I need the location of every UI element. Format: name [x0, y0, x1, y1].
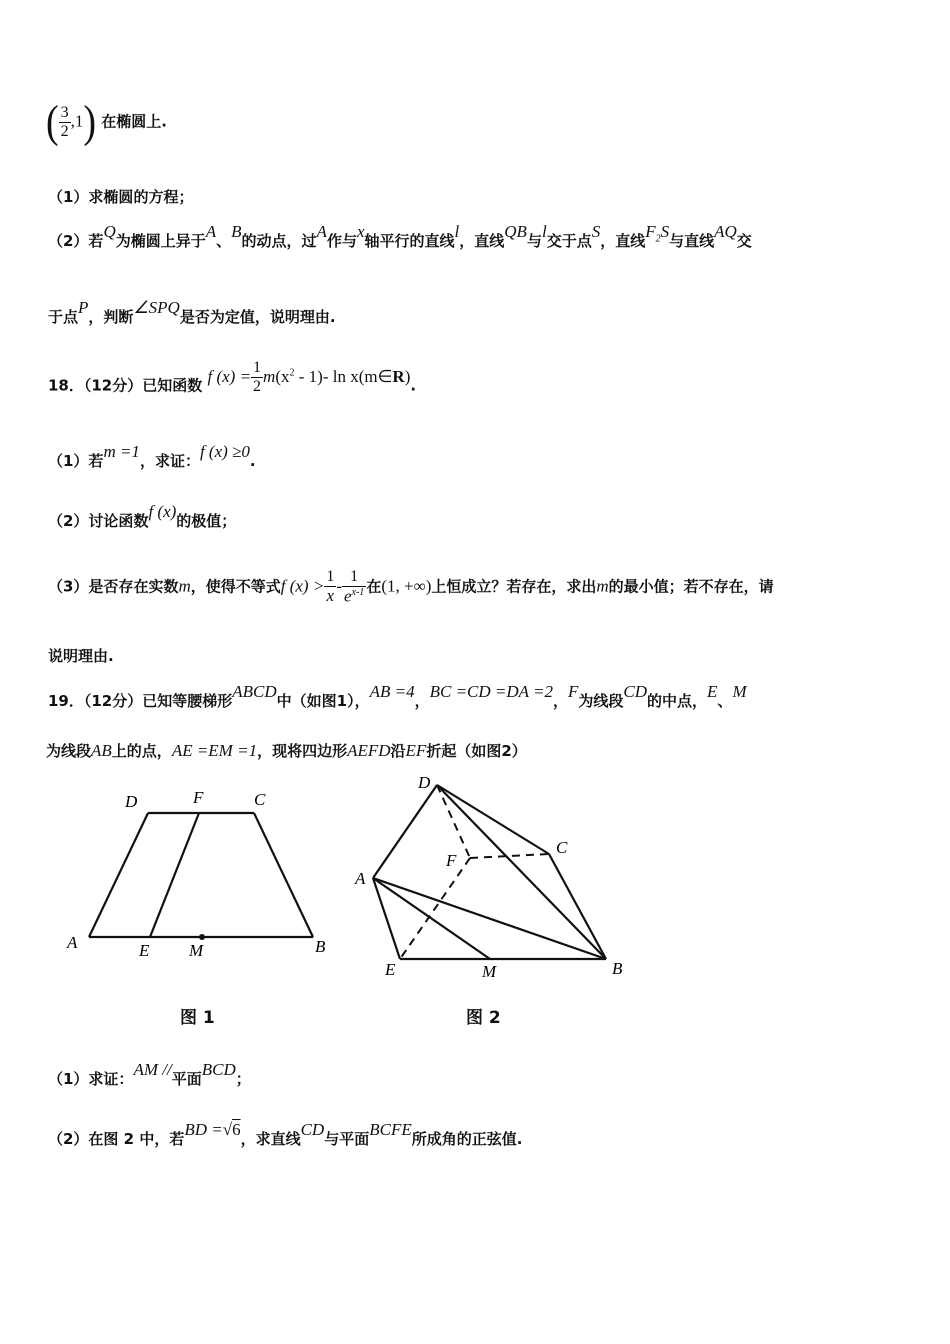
fig2-edge-AM — [373, 878, 490, 959]
fig2-edge-DA — [373, 785, 437, 878]
q19-part1: （1）求证：AM //平面BCD； — [48, 1060, 251, 1088]
one-over-exp: $\frac{1}{e^{x-1}}$ — [343, 568, 365, 606]
geometry-figures — [0, 770, 950, 1030]
q17-part2-line1: （2）若Q为椭圆上异于A、B的动点，过A作与x轴平行的直线l，直线QB与l交于点S，直线$F_2S$与直线AQ交 — [48, 222, 752, 250]
q19-line2: 为线段AB上的点，AE =EM =1，现将四边形AEFD沿EF折起（如图2） — [46, 741, 527, 760]
q18-part3-cont: 说明理由. — [48, 647, 114, 665]
fig2-edge-DB — [437, 785, 606, 959]
q18-part3: （3）是否存在实数m，使得不等式f (x) > $\frac{1}{x}$ - $\frac{1}{e^{x-1}}$ 在(1, +∞)上恒成立？若存在，求出m的最小值；若不存在，请 — [48, 568, 774, 606]
fig1-label-C: C — [254, 790, 266, 809]
fig1-point-M — [199, 934, 205, 940]
fig2-label-M: M — [482, 962, 497, 981]
fig1-label-D: D — [125, 792, 138, 811]
q17-part1: （1）求椭圆的方程； — [48, 188, 194, 206]
q19-head: 19．（12分）已知等腰梯形ABCD中（如图1），AB =4，BC =CD =DA =2，F为线段CD的中点，E、M — [48, 682, 747, 710]
intro-suffix: 在椭圆上. — [101, 112, 167, 131]
fig1-edge-CB — [254, 813, 313, 937]
fig1-label-M: M — [189, 941, 204, 960]
fig2-edge-AE — [373, 878, 400, 959]
figure-2-hidden — [400, 785, 549, 959]
figure-2-caption: 图 2 — [466, 1008, 501, 1028]
figure-1-caption: 图 1 — [180, 1008, 215, 1028]
one-over-x: $\frac{1}{x}$ — [326, 568, 335, 605]
q18-part2: （2）讨论函数f (x)的极值； — [48, 502, 237, 530]
fig2-label-C: C — [556, 838, 568, 857]
right-paren: ) — [83, 96, 97, 148]
fig2-label-F: F — [446, 851, 457, 870]
fig2-label-A: A — [355, 869, 366, 888]
q17-part2-line2: 于点P，判断∠SPQ是否为定值，说明理由. — [48, 298, 336, 326]
fig2-label-B: B — [612, 959, 623, 978]
figure-2 — [373, 785, 606, 959]
fig2-edge-AB — [373, 878, 606, 959]
figure-1 — [89, 813, 313, 937]
fig1-label-B: B — [315, 937, 326, 956]
fig2-label-E: E — [385, 960, 396, 979]
left-paren: ( — [46, 96, 59, 148]
q18-part1: （1）若m =1，求证：f (x) ≥0. — [48, 442, 256, 470]
q18-head: 18．（12分）已知函数 f (x) = $\frac{1}{2}$ $m(x^2 - 1)-$ ln x(m∈R). — [48, 359, 417, 395]
half-fraction: $\frac{1}{2}$ — [253, 359, 262, 395]
intro-line: ( $\frac{3}{2}$ ,1) 在椭圆上. — [46, 96, 167, 148]
fig2-edge-FC — [470, 854, 549, 858]
fig1-edge-EF — [150, 813, 199, 937]
fig1-label-E: E — [139, 941, 150, 960]
fig1-edge-AD — [89, 813, 148, 937]
fig1-label-A: A — [67, 933, 78, 952]
fig2-label-D: D — [418, 773, 431, 792]
point-fraction: $\frac{3}{2}$ — [60, 103, 69, 140]
fig1-label-F: F — [193, 788, 204, 807]
q19-part2: （2）在图 2 中，若BD =√6，求直线CD与平面BCFE所成角的正弦值. — [48, 1120, 523, 1148]
